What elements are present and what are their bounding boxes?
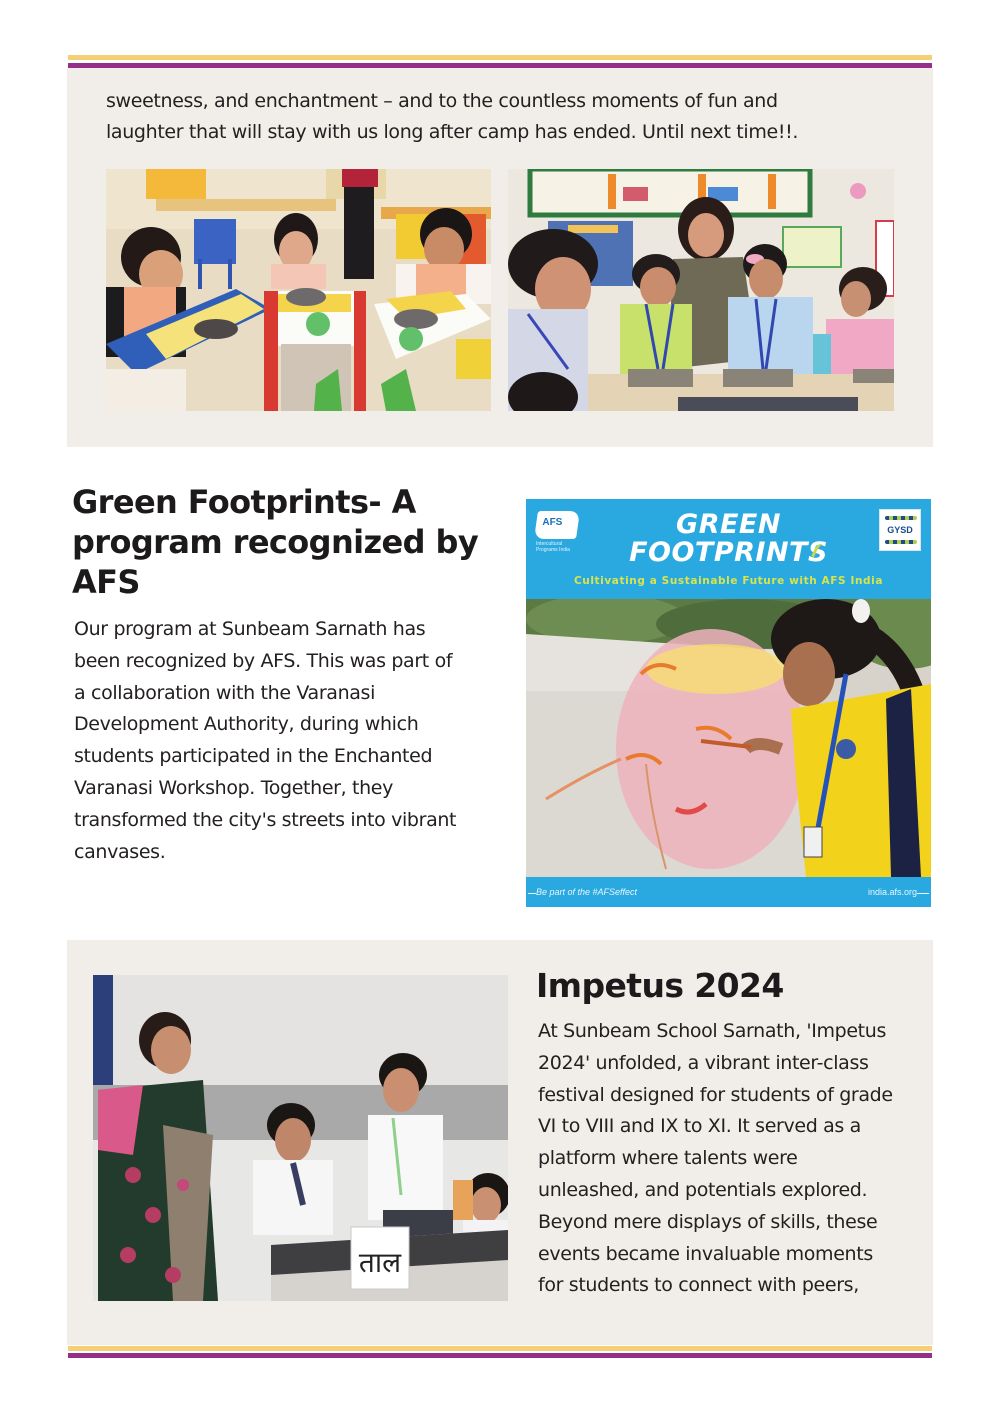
poster-footer-url: india.afs.org bbox=[867, 887, 917, 897]
camp-continuation-panel bbox=[67, 68, 933, 447]
svg-text:ताल: ताल bbox=[358, 1246, 402, 1279]
paragraph-line: unleashed, and potentials explored. bbox=[538, 1178, 868, 1201]
impetus-paragraph bbox=[538, 1016, 928, 1302]
paragraph-line: VI to VIII and IX to XI. It served as a bbox=[538, 1115, 861, 1138]
heading-line-1: Green Footprints- A bbox=[72, 483, 416, 521]
paragraph-line: for students to connect with peers, bbox=[538, 1274, 859, 1297]
paragraph-line: a collaboration with the Varanasi bbox=[74, 681, 376, 704]
gysd-badge-text: GYSD bbox=[887, 525, 913, 535]
heading-line-2: program recognized by bbox=[72, 523, 479, 561]
afs-logo-text: AFS bbox=[542, 517, 563, 528]
paragraph-line: Varanasi Workshop. Together, they bbox=[74, 776, 394, 799]
badge-dots-icon bbox=[885, 516, 917, 520]
paragraph-line: transformed the city's streets into vibrant bbox=[74, 808, 457, 831]
paragraph-line: events became invaluable moments bbox=[538, 1242, 873, 1265]
teacher-children-clay-photo bbox=[508, 169, 894, 411]
impetus-heading: Impetus 2024 bbox=[536, 966, 784, 1005]
paragraph-line: festival designed for students of grade bbox=[538, 1083, 893, 1106]
bottom-purple-rule bbox=[68, 1353, 932, 1358]
paragraph-line: At Sunbeam School Sarnath, 'Impetus bbox=[538, 1020, 887, 1042]
continued-line-1: sweetness, and enchantment – and to the countless moments of fun and bbox=[106, 90, 778, 112]
top-gold-rule bbox=[68, 55, 932, 60]
paragraph-line: students participated in the Enchanted bbox=[74, 745, 433, 768]
paragraph-line: canvases. bbox=[74, 840, 166, 863]
paragraph-line: Development Authority, during which bbox=[74, 713, 419, 736]
paragraph-line: Our program at Sunbeam Sarnath has bbox=[74, 618, 426, 640]
green-footprints-poster bbox=[526, 499, 931, 907]
poster-footer-hashtag: Be part of the #AFSeffect bbox=[536, 887, 638, 897]
afs-logo-subtitle: Intercultural Programs India bbox=[536, 541, 570, 553]
poster-title-line-2: FOOTPRINTS bbox=[629, 537, 828, 568]
green-footprints-paragraph bbox=[74, 614, 504, 868]
bottom-gold-rule bbox=[68, 1346, 932, 1351]
student-painting-mural-photo bbox=[526, 599, 931, 877]
gysd-badge bbox=[879, 509, 921, 551]
footer-line bbox=[528, 893, 536, 894]
paragraph-line: 2024' unfolded, a vibrant inter-class bbox=[538, 1051, 869, 1074]
children-clay-activity-photo bbox=[106, 169, 491, 411]
impetus-panel bbox=[67, 940, 933, 1345]
green-footprints-heading bbox=[72, 482, 512, 602]
impetus-quiz-photo bbox=[93, 975, 508, 1301]
continued-line-2: laughter that will stay with us long after camp has ended. Until next time!!. bbox=[106, 120, 799, 143]
poster-tagline: Cultivating a Sustainable Future with AFS India bbox=[573, 575, 884, 587]
heading-line-3: AFS bbox=[72, 563, 140, 601]
badge-dots-icon bbox=[885, 540, 917, 544]
continued-paragraph bbox=[106, 86, 906, 147]
paragraph-line: been recognized by AFS. This was part of bbox=[74, 649, 453, 672]
paragraph-line: Beyond mere displays of skills, these bbox=[538, 1210, 878, 1233]
footer-line bbox=[917, 893, 929, 894]
poster-title-line-1: GREEN bbox=[676, 509, 781, 540]
paragraph-line: platform where talents were bbox=[538, 1147, 798, 1170]
